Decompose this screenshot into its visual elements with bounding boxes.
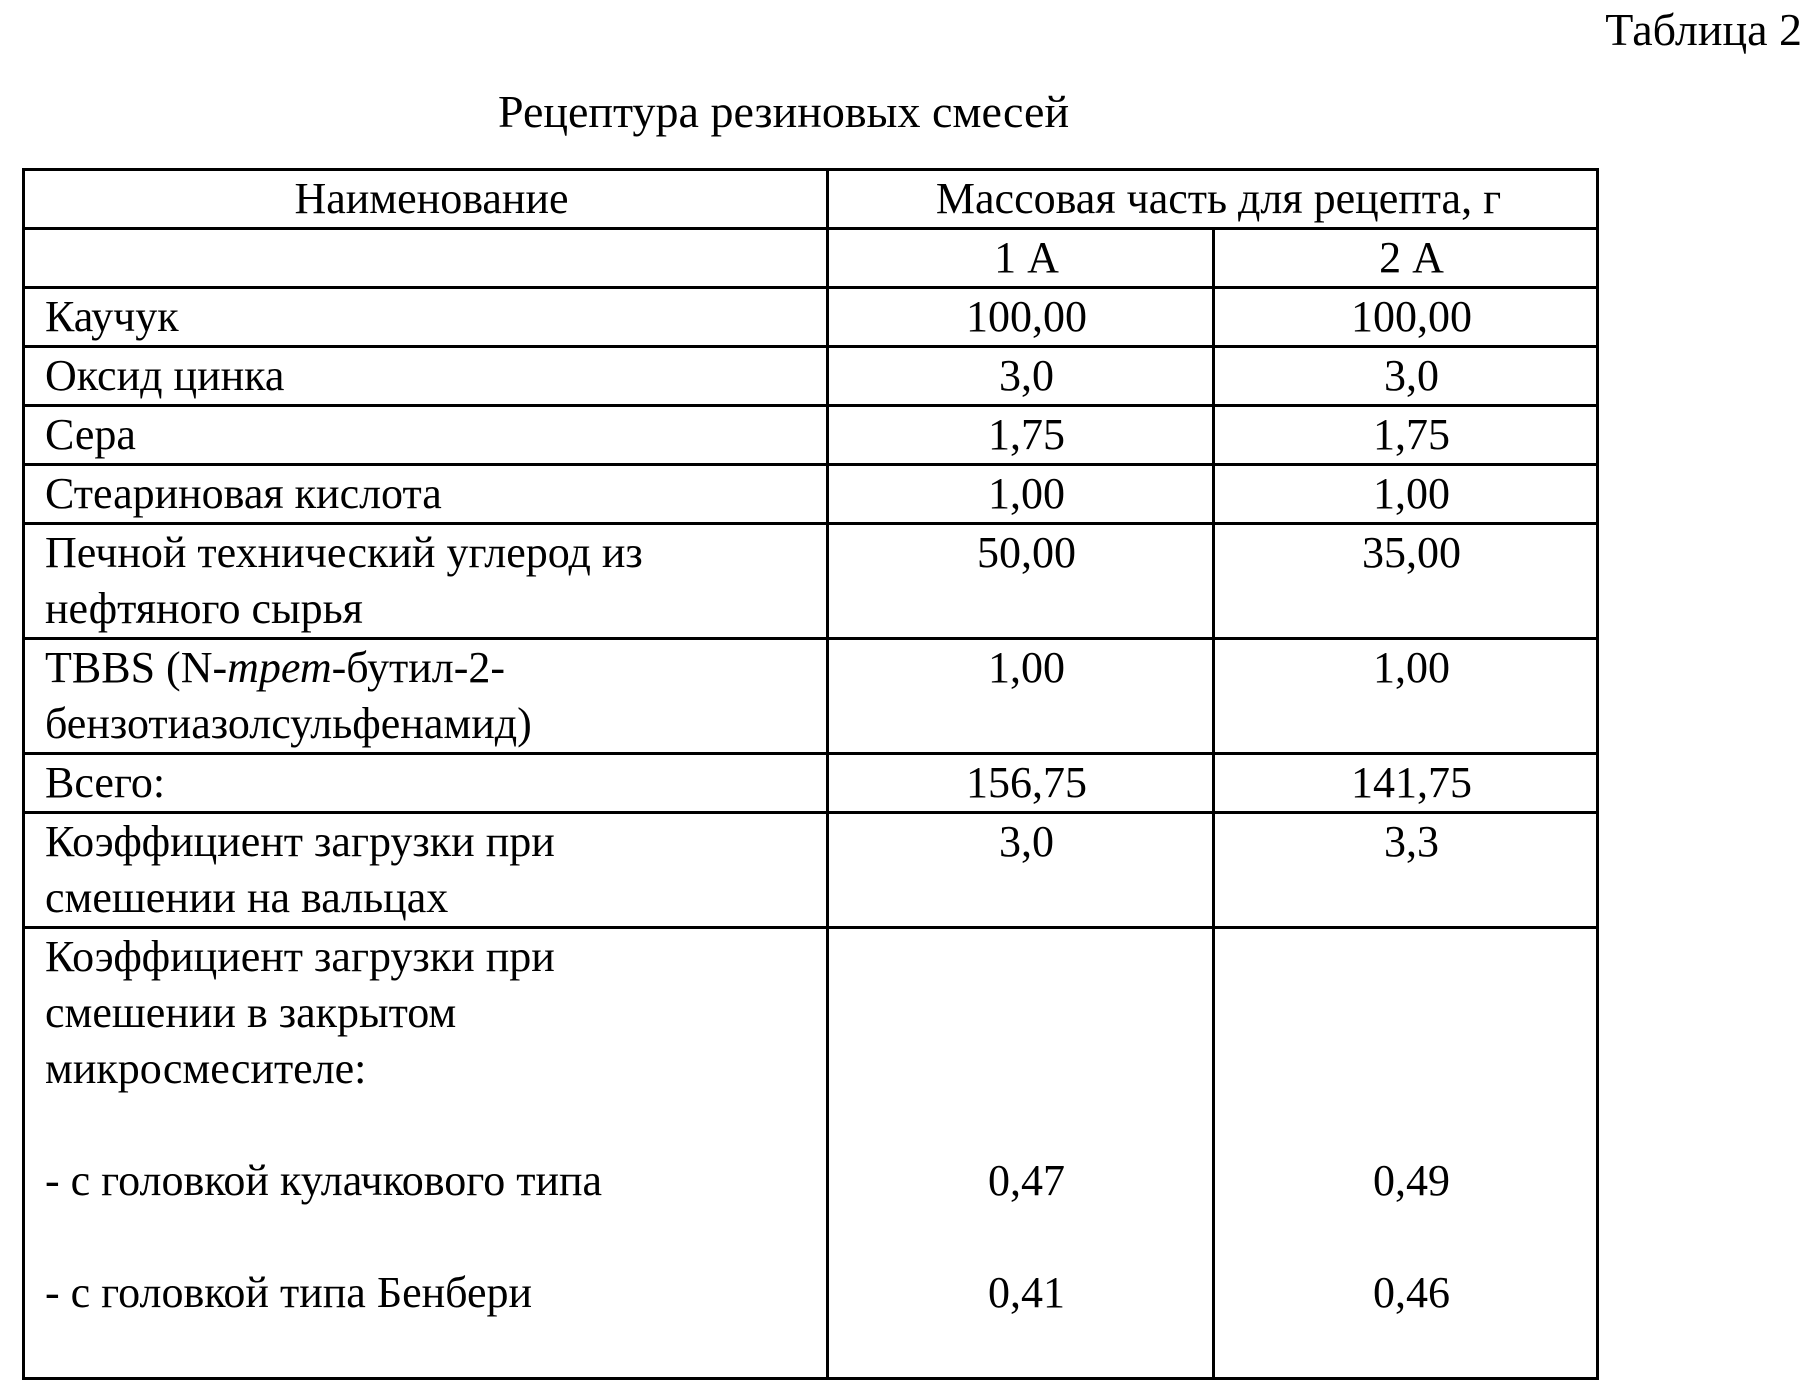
row-value-2: 1,75: [1214, 406, 1598, 465]
row-name-line: смешении на вальцах: [45, 873, 449, 922]
value-block: [1235, 929, 1588, 1377]
recipe-table: [22, 168, 1599, 1380]
row-value-2: 1,00: [1214, 465, 1598, 524]
cam-value-1: 0,47: [988, 1156, 1065, 1205]
table-header-row: [24, 170, 1598, 229]
row-name-line: смешении в закрытом: [45, 988, 457, 1037]
row-name-line: Коэффициент загрузки при: [45, 817, 555, 866]
row-value-1: 1,00: [828, 465, 1214, 524]
table-row: [24, 288, 1598, 347]
row-value-1: 50,00: [828, 524, 1214, 639]
row-name-line: [45, 640, 818, 696]
row-name: Каучук: [24, 288, 828, 347]
header-mass-part: Массовая часть для рецепта, г: [828, 170, 1598, 229]
cam-value-2: 0,49: [1373, 1156, 1450, 1205]
table-row: [24, 406, 1598, 465]
banbury-value-1: 0,41: [988, 1268, 1065, 1317]
row-name: Всего:: [24, 754, 828, 813]
row-name-line: Печной технический углерод из: [45, 528, 643, 577]
row-name: Оксид цинка: [24, 347, 828, 406]
row-value-2: 1,00: [1214, 639, 1598, 754]
row-name-line: микросмесителе:: [45, 1044, 367, 1093]
table-row: [24, 639, 1598, 754]
row-name: [24, 524, 828, 639]
sub-item-banbury: - с головкой типа Бенбери: [45, 1268, 533, 1317]
sub-item-cam: - с головкой кулачкового типа: [45, 1156, 603, 1205]
row-name-italic: трет: [227, 643, 332, 692]
row-value-1: 100,00: [828, 288, 1214, 347]
table-caption: Таблица 2: [1605, 4, 1802, 55]
row-name: Сера: [24, 406, 828, 465]
row-value-1: 3,0: [828, 347, 1214, 406]
row-value-2: 3,0: [1214, 347, 1598, 406]
row-name-line: Коэффициент загрузки при: [45, 932, 555, 981]
row-value-2: 3,3: [1214, 813, 1598, 928]
row-value-2: 100,00: [1214, 288, 1598, 347]
banbury-value-2: 0,46: [1373, 1268, 1450, 1317]
row-name-line: нефтяного сырья: [45, 584, 363, 633]
row-value-1: 1,00: [828, 639, 1214, 754]
sub-items: [45, 1153, 818, 1377]
page-title: Рецептура резиновых смесей: [498, 86, 1070, 137]
table-row: [24, 754, 1598, 813]
row-value-1: 3,0: [828, 813, 1214, 928]
row-value-2: [1214, 928, 1598, 1379]
value-block: [849, 929, 1204, 1377]
table-row: [24, 465, 1598, 524]
table-row: [24, 347, 1598, 406]
row-name: [24, 813, 828, 928]
row-value-1: 156,75: [828, 754, 1214, 813]
row-value-2: 141,75: [1214, 754, 1598, 813]
row-name: Стеариновая кислота: [24, 465, 828, 524]
table-row-closed-mixer: [24, 928, 1598, 1379]
row-name: [24, 639, 828, 754]
row-value-2: 35,00: [1214, 524, 1598, 639]
header-empty-cell: [24, 229, 828, 288]
row-value-1: [828, 928, 1214, 1379]
row-name: [24, 928, 828, 1379]
row-name-part: -бутил-2-: [331, 643, 506, 692]
table-row: [24, 524, 1598, 639]
row-name-line: бензотиазолсульфенамид): [45, 699, 532, 748]
row-name-part: TBBS (N-: [45, 643, 228, 692]
table-row: [24, 813, 1598, 928]
table-subheader-row: [24, 229, 1598, 288]
header-name: Наименование: [24, 170, 828, 229]
header-recipe-1: 1 А: [828, 229, 1214, 288]
row-value-1: 1,75: [828, 406, 1214, 465]
header-recipe-2: 2 А: [1214, 229, 1598, 288]
